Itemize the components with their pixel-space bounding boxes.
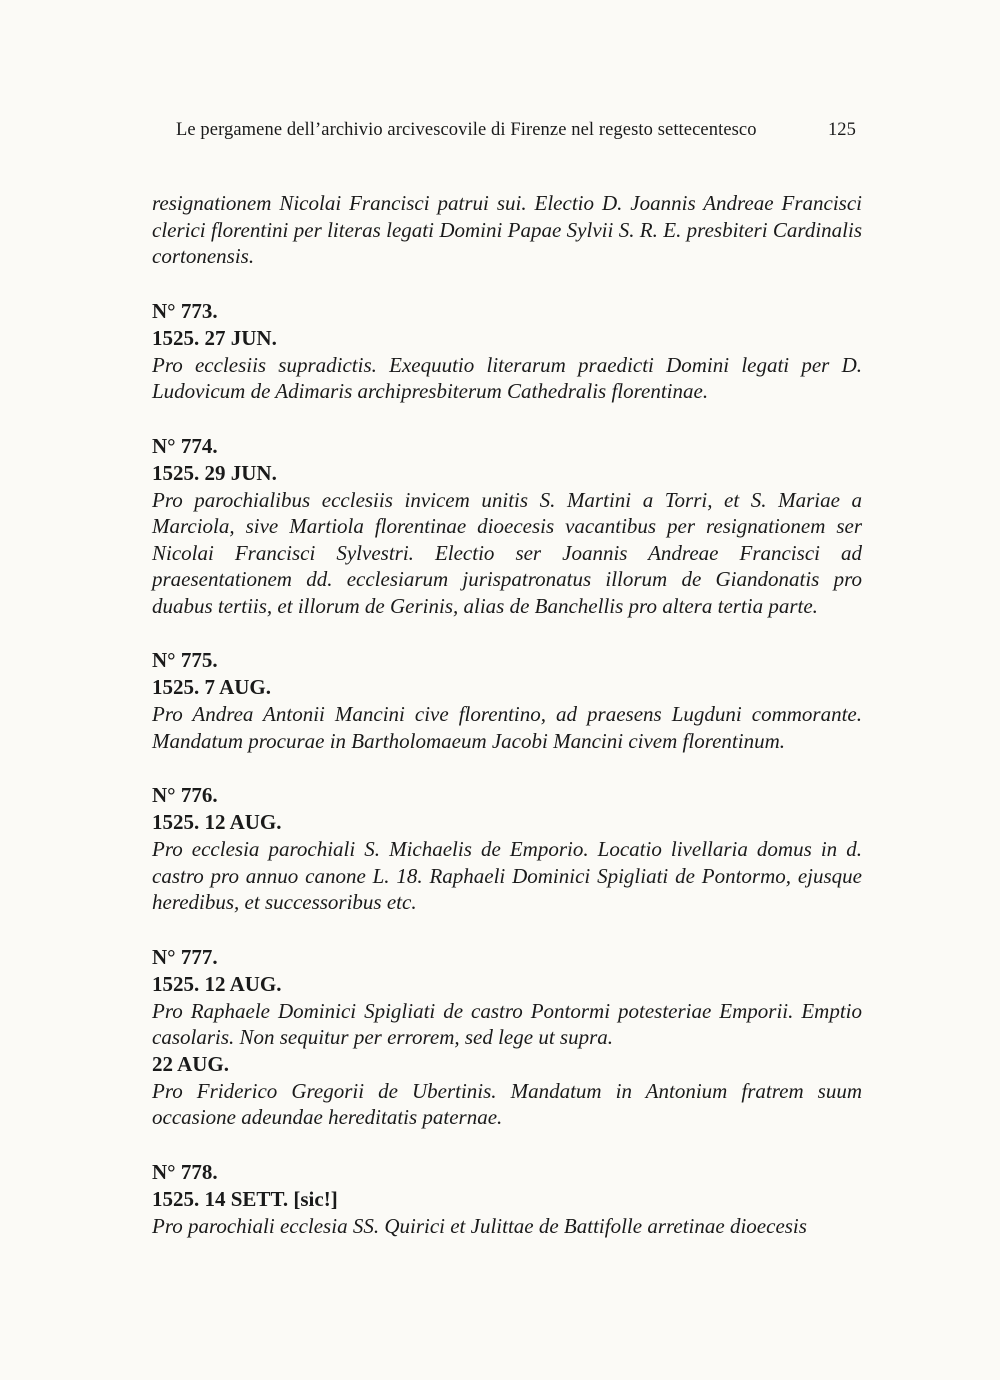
entry-date: 1525. 7 AUG. — [152, 675, 272, 699]
entry-text: Pro ecclesia parochiali S. Michaelis de Emporio. Locatio livellaria domus in d. castro pro annuo canone L. 18. Raphaeli Dominici Spigliati de Pontormo, ejusque heredibus, et successoribus etc. — [152, 837, 862, 914]
entry-number: N° 776. — [152, 783, 218, 807]
entry-number: N° 777. — [152, 944, 218, 969]
entry-773 — [152, 298, 862, 405]
entry-date: 1525. 14 SETT. [sic!] — [152, 1186, 338, 1211]
entry-number: N° 775. — [152, 648, 218, 672]
entry-776 — [152, 782, 862, 916]
entry-date: 1525. 12 AUG. — [152, 971, 282, 996]
page-body — [152, 190, 862, 1239]
intro-paragraph: resignationem Nicolai Francisci patrui sui. Electio D. Joannis Andreae Francisci clerici florentini per literas legati Domini Papae Sylvii S. R. E. presbiteri Cardinalis cortonensis. — [152, 191, 862, 268]
entry-778 — [152, 1159, 862, 1240]
entry-text: Pro parochialibus ecclesiis invicem unitis S. Martini a Torri, et S. Mariae a Marciola, sive Martiola florentinae dioecesis vacantibus per resignationem ser Nicolai Francisci Sylvestri. Electio ser Joannis Andreae Francisci ad praesentationem dd. ecclesiarum jurispatronatus illorum de Giandonatis pro duabus tertiis, et illorum de Gerinis, alias de Banchellis pro altera tertia parte. — [152, 487, 862, 618]
entry-sub-date: 22 AUG. — [152, 1051, 230, 1076]
entry-774 — [152, 433, 862, 620]
running-header — [176, 120, 856, 141]
entry-date: 1525. 12 AUG. — [152, 810, 282, 834]
page-number: 125 — [827, 120, 856, 140]
entry-text: Pro parochiali ecclesia SS. Quirici et Julittae de Battifolle arretinae dioecesis — [152, 1213, 807, 1238]
entry-date: 1525. 29 JUN. — [152, 460, 277, 485]
entry-sub-text: Pro Friderico Gregorii de Ubertinis. Mandatum in Antonium fratrem suum occasione adeundae hereditatis paternae. — [152, 1078, 862, 1129]
entry-text: Pro ecclesiis supradictis. Exequutio literarum praedicti Domini legati per D. Ludovicum de Adimaris archipresbiterum Cathedralis florentinae. — [152, 352, 862, 403]
entry-777 — [152, 944, 862, 1131]
entry-number: N° 773. — [152, 298, 218, 323]
entry-text: Pro Raphaele Dominici Spigliati de castro Pontormi potesteriae Emporii. Emptio casolaris. Non sequitur per errorem, sed lege ut supra. — [152, 998, 862, 1049]
running-header-title: Le pergamene dell’archivio arcivescovile di Firenze nel regesto settecentesco — [176, 120, 757, 140]
entry-number: N° 778. — [152, 1159, 218, 1184]
entry-number: N° 774. — [152, 433, 218, 458]
entry-text: Pro Andrea Antonii Mancini cive florentino, ad praesens Lugduni commorante. Mandatum procurae in Bartholomaeum Jacobi Mancini civem florentinum. — [152, 702, 862, 753]
entry-775 — [152, 647, 862, 754]
entry-date: 1525. 27 JUN. — [152, 325, 277, 350]
